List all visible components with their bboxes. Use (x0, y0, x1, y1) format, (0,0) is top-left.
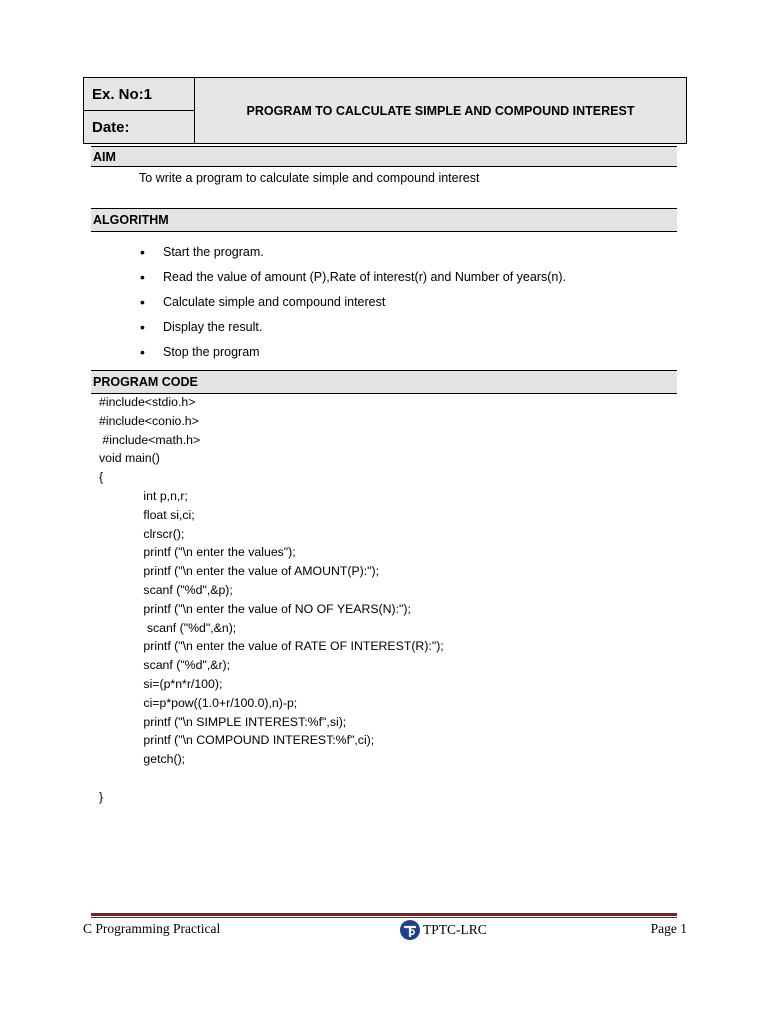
algorithm-step-text: Calculate simple and compound interest (163, 295, 386, 309)
code-line: printf ("\n enter the values"); (99, 545, 296, 560)
code-line: scanf ("%d",&n); (99, 620, 237, 635)
footer-institution-label: TPTC-LRC (423, 922, 487, 937)
bullet-icon: • (140, 344, 145, 360)
footer-rule (91, 913, 677, 916)
code-line: printf ("\n COMPOUND INTEREST:%f",ci); (99, 733, 375, 748)
code-line: printf ("\n SIMPLE INTEREST:%f",si); (99, 714, 347, 729)
code-line: scanf ("%d",&p); (99, 582, 233, 597)
algorithm-list (140, 241, 566, 366)
code-line: clrscr(); (99, 526, 185, 541)
code-line: int p,n,r; (99, 488, 188, 503)
algorithm-step (140, 316, 566, 341)
algorithm-step (140, 241, 566, 266)
algorithm-heading: ALGORITHM (91, 208, 677, 232)
algorithm-step-text: Stop the program (163, 345, 260, 359)
code-line: getch(); (99, 752, 186, 767)
code-line: si=(p*n*r/100); (99, 676, 223, 691)
bullet-icon: • (140, 319, 145, 335)
algorithm-step-text: Read the value of amount (P),Rate of interest(r) and Number of years(n). (163, 270, 566, 284)
footer-institution (399, 919, 487, 941)
exercise-date: Date: (92, 119, 130, 136)
code-line: void main() (99, 451, 160, 466)
exercise-header (83, 77, 687, 144)
header-left-column (84, 78, 195, 143)
code-line: ci=p*pow((1.0+r/100.0),n)-p; (99, 695, 298, 710)
code-line: printf ("\n enter the value of NO OF YEARS(N):"); (99, 601, 411, 616)
footer-rule-thin (91, 917, 677, 918)
code-line: } (99, 789, 104, 804)
program-code-heading: PROGRAM CODE (91, 370, 677, 394)
bullet-icon: • (140, 269, 145, 285)
code-line: #include<stdio.h> (99, 395, 196, 409)
algorithm-step (140, 266, 566, 291)
code-line: #include<math.h> (99, 432, 201, 447)
tptc-logo-icon (399, 919, 421, 941)
bullet-icon: • (140, 294, 145, 310)
code-line: printf ("\n enter the value of AMOUNT(P):"); (99, 564, 380, 579)
exercise-number: Ex. No:1 (84, 78, 194, 111)
algorithm-step (140, 291, 566, 316)
program-title: PROGRAM TO CALCULATE SIMPLE AND COMPOUND INTEREST (246, 103, 635, 118)
code-line: { (99, 470, 104, 485)
aim-text: To write a program to calculate simple and compound interest (139, 171, 480, 185)
bullet-icon: • (140, 244, 145, 260)
algorithm-step-text: Display the result. (163, 320, 263, 334)
algorithm-step (140, 341, 566, 366)
program-code-block (99, 393, 444, 807)
code-line: printf ("\n enter the value of RATE OF INTEREST(R):"); (99, 639, 444, 654)
algorithm-step-text: Start the program. (163, 245, 264, 259)
footer-page-number: Page 1 (650, 921, 687, 936)
code-line: scanf ("%d",&r); (99, 658, 231, 673)
footer-course-name: C Programming Practical (83, 921, 221, 936)
aim-heading: AIM (91, 146, 677, 167)
code-line: float si,ci; (99, 507, 195, 522)
code-line: #include<conio.h> (99, 413, 199, 428)
code-line (99, 769, 444, 788)
